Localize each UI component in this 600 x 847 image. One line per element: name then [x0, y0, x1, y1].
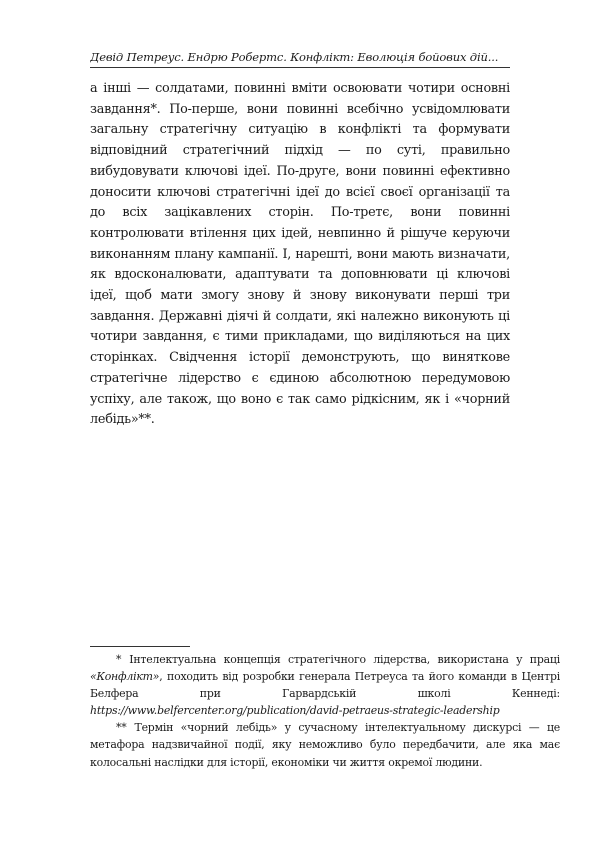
- footnote-text: Інтелектуальна концепція стратегічного лідерства, використана у праці: [129, 653, 560, 666]
- running-header: Девід Петреус. Ендрю Робертс. Конфлікт: Еволюція бойових дій...: [90, 50, 499, 64]
- footnotes: [90, 651, 560, 771]
- header-rule: [90, 67, 510, 68]
- footnote-1: [90, 651, 560, 719]
- footnote-separator: [90, 646, 190, 647]
- footnote-book-title: «Конфлікт»: [90, 670, 160, 684]
- footnote-mark: **: [116, 721, 127, 735]
- footnote-mark: *: [116, 653, 122, 666]
- footnote-2: [90, 719, 560, 770]
- body-paragraph: а інші — солдатами, повинні вміти освоювати чотири основні завдання*. По-перше, вони повинні всебічно усвідомлювати загальну стратегічну ситуацію в конфлікті та формувати відповідний стратегічний підхід — по суті, правильно вибудовувати ключові ідеї. По-друге, вони повинні ефективно доносити ключові стратегічні ідеї до всієї своєї організації та до всіх зацікавлених сторін. По-третє, вони повинні контролювати втілення цих ідей, невпинно й рішуче керуючи виконанням плану кампанії. І, нарешті, вони мають визначати, як вдосконалювати, адаптувати та доповнювати ці ключові ідеї, щоб мати змогу знову й знову виконувати перші три завдання. Державні діячі й солдати, які належно виконують ці чотири завдання, є тими прикладами, що виділяються на цих сторінках. Свідчення історії демонструють, що виняткове стратегічне лідерство є єдиною абсолютною передумовою успіху, але також, що воно є так само рідкісним, як і «чорний лебідь»**.: [90, 81, 510, 428]
- footnote-text: Термін «чорний лебідь» у сучасному інтелектуальному дискурсі — це метафора надзвичайної події, яку неможливо було передбачити, але яка має колосальні наслідки для історії, економіки чи життя окремої людини.: [90, 721, 560, 769]
- main-text: [90, 79, 510, 431]
- footnote-url: https://www.belfercenter.org/publication/david-petraeus-strategic-leadership: [90, 704, 500, 718]
- footnote-text: , походить від розробки генерала Петреуса та його команди в Центрі Белфера при Гарвардській школі Кеннеді:: [90, 670, 560, 701]
